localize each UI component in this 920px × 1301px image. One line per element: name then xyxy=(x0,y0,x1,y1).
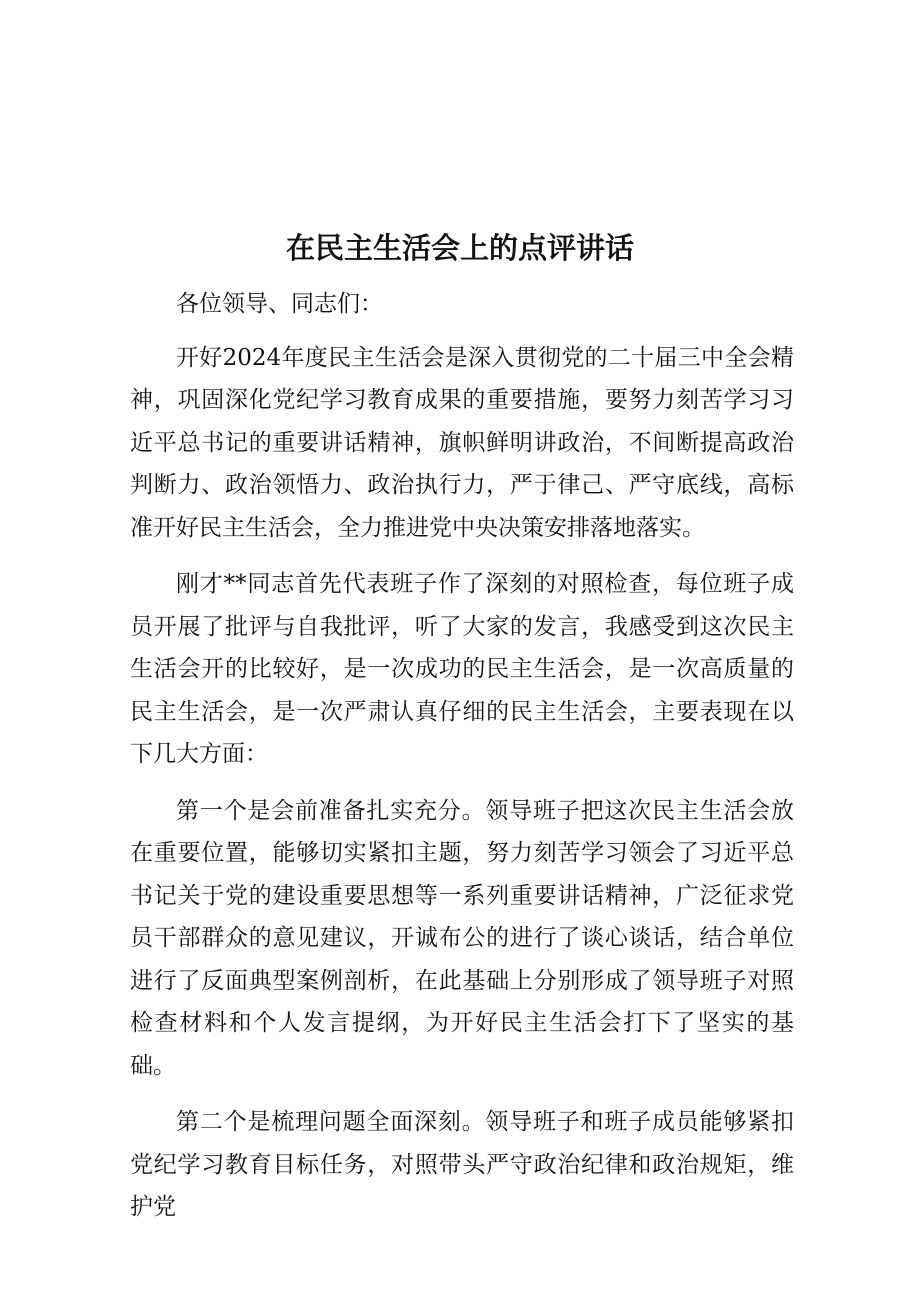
document-body xyxy=(130,283,794,1243)
paragraph-2: 刚才**同志首先代表班子作了深刻的对照检查，每位班子成员开展了批评与自我批评，听了大家的发言，我感受到这次民主生活会开的比较好，是一次成功的民主生活会，是一次高质量的民主生活会，是一次严肃认真仔细的民主生活会，主要表现在以下几大方面： xyxy=(130,571,794,767)
document-title: 在民主生活会上的点评讲话 xyxy=(285,231,634,265)
salutation: 各位领导、同志们： xyxy=(176,291,383,317)
paragraph-3: 第一个是会前准备扎实充分。领导班子把这次民主生活会放在重要位置，能够切实紧扣主题，努力刻苦学习领会了习近平总书记关于党的建设重要思想等一系列重要讲话精神，广泛征求党员干部群众的意见建议，开诚布公的进行了谈心谈话，结合单位进行了反面典型案例剖析，在此基础上分别形成了领导班子对照检查材料和个人发言提纲，为开好民主生活会打下了坚实的基础。 xyxy=(130,797,794,1079)
paragraph-1: 开好2024年度民主生活会是深入贯彻党的二十届三中全会精神，巩固深化党纪学习教育成果的重要措施，要努力刻苦学习习近平总书记的重要讲话精神，旗帜鲜明讲政治，不间断提高政治判断力、政治领悟力、政治执行力，严于律己、严守底线，高标准开好民主生活会，全力推进党中央决策安排落地落实。 xyxy=(130,344,794,541)
paragraph-4: 第二个是梳理问题全面深刻。领导班子和班子成员能够紧扣党纪学习教育目标任务，对照带头严守政治纪律和政治规矩，维护党 xyxy=(130,1109,794,1220)
